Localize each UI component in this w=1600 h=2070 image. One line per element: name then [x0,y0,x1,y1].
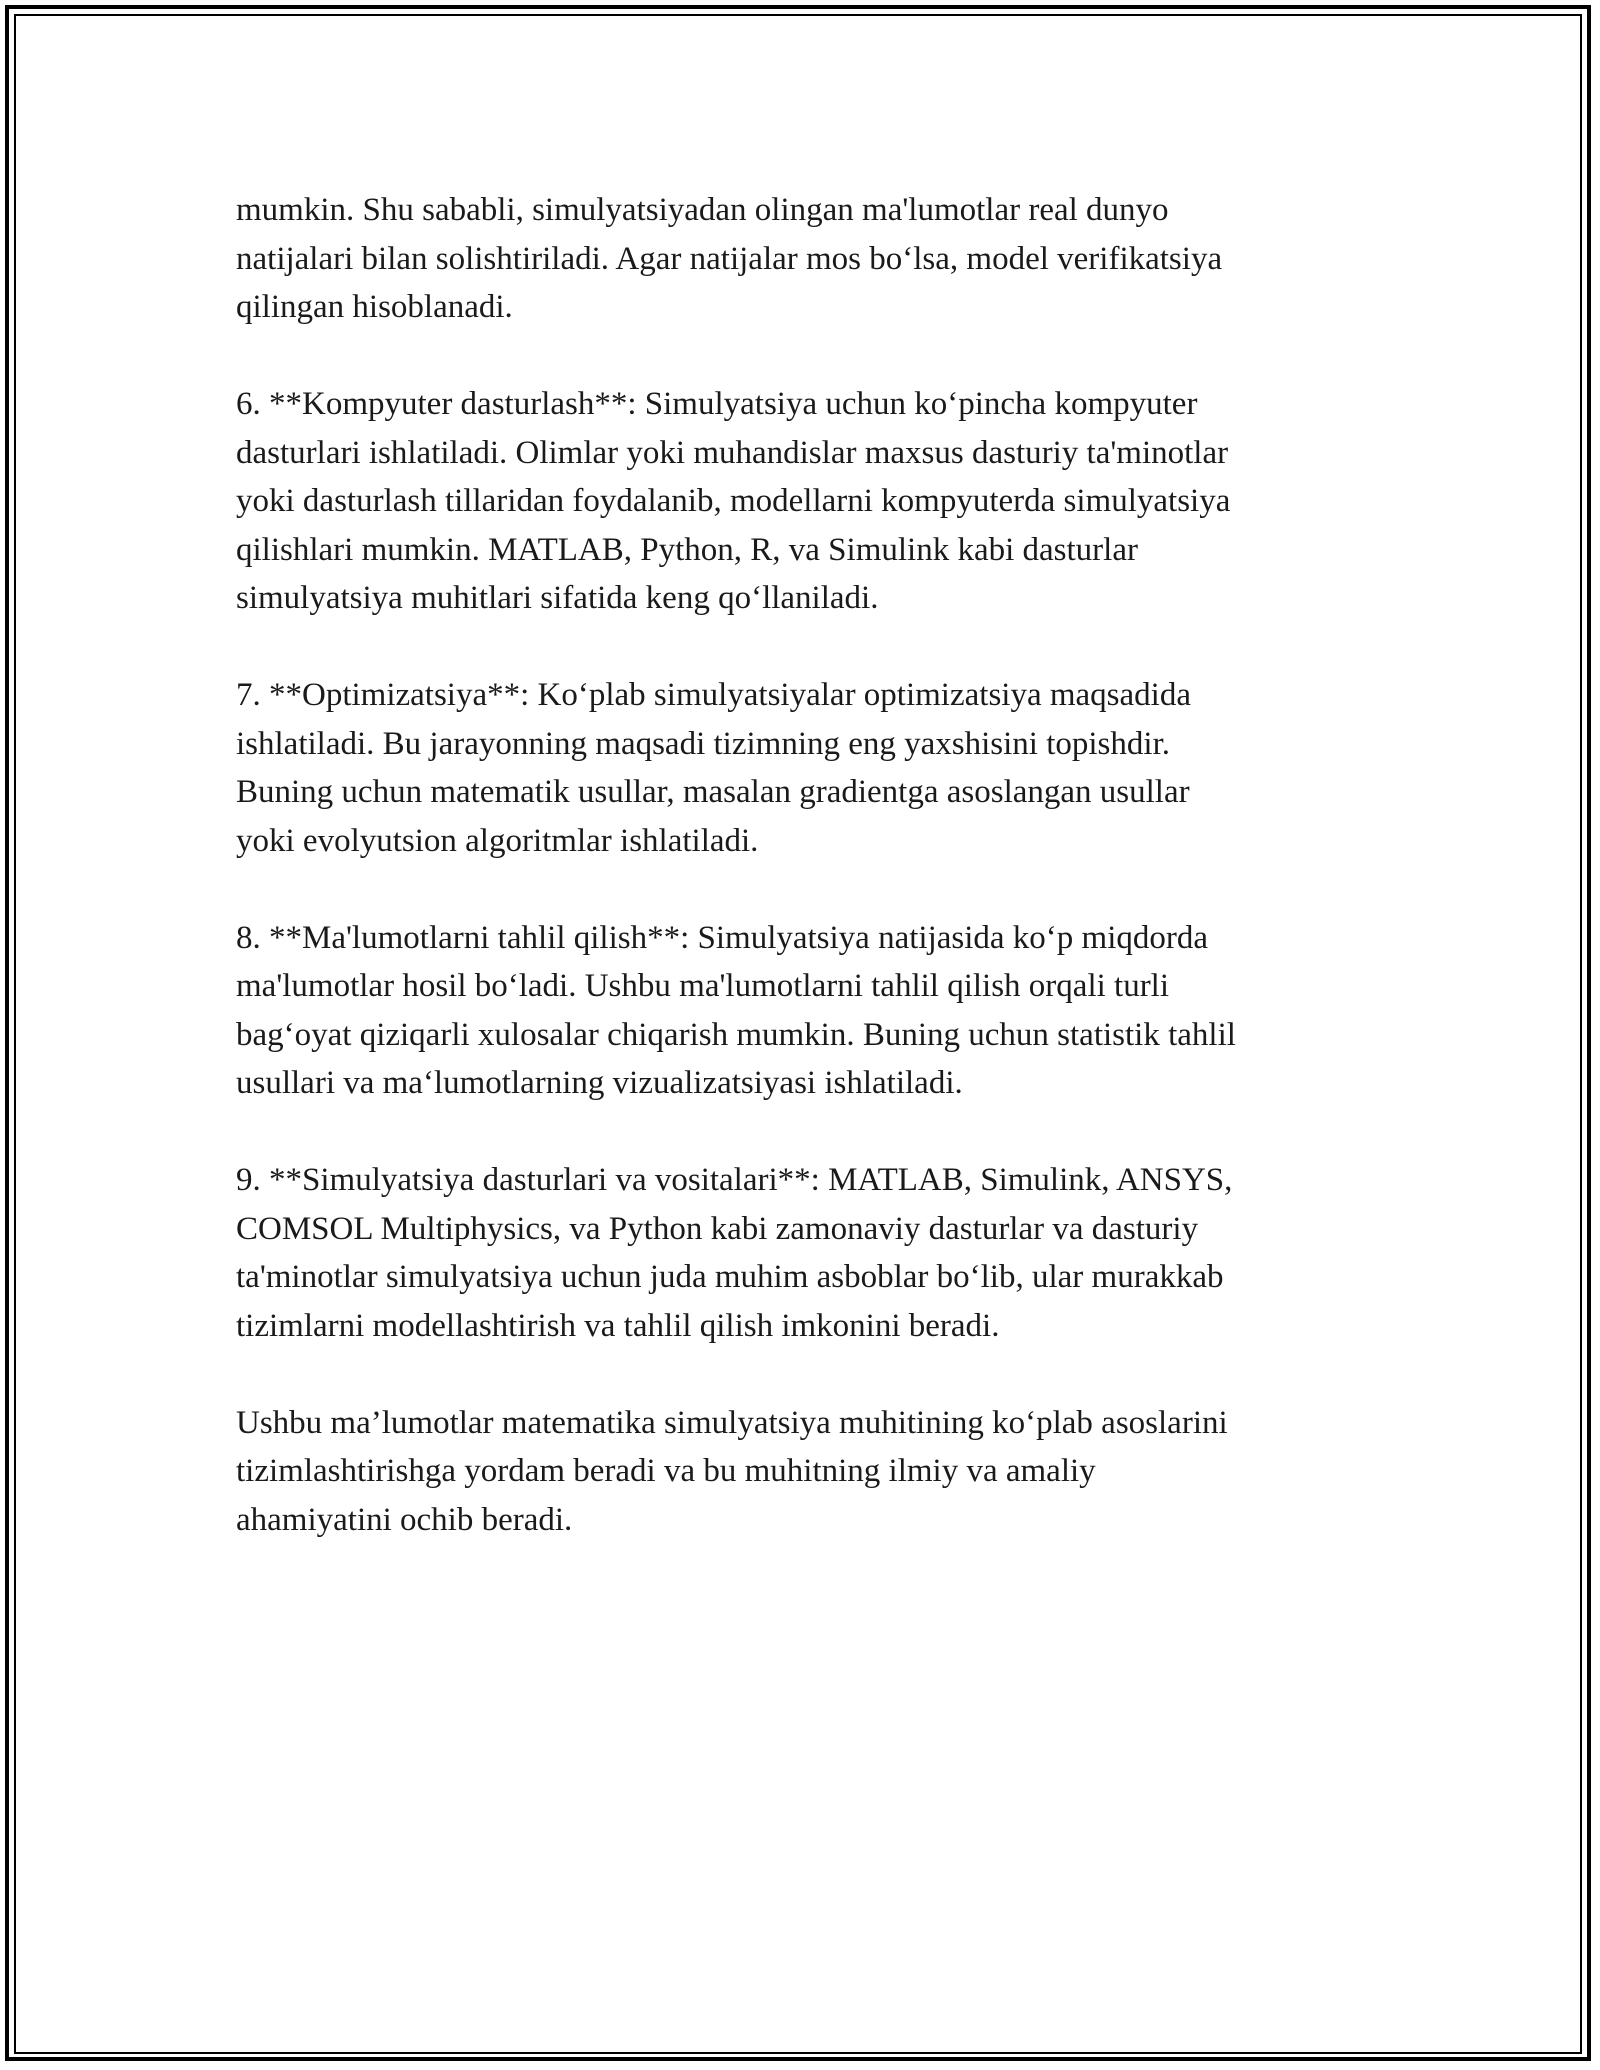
text-line: tizimlashtirishga yordam beradi va bu muhitning ilmiy va amaliy [236,1453,1096,1489]
text-line: natijalari bilan solishtiriladi. Agar natijalar mos bo‘lsa, model verifikatsiya [236,240,1223,277]
text-line: dasturlari ishlatiladi. Olimlar yoki muhandislar maxsus dasturiy ta'minotlar [236,434,1229,471]
text-line: ahamiyatini ochib beradi. [236,1501,573,1538]
text-line: qilishlari mumkin. MATLAB, Python, R, va Simulink kabi dasturlar [236,531,1138,568]
paragraph-item-7 [236,671,1366,865]
text-line: tizimlarni modellashtirish va tahlil qilish imkonini beradi. [236,1307,1000,1344]
text-line: 7. **Optimizatsiya**: Ko‘plab simulyatsiyalar optimizatsiya maqsadida [236,677,1191,713]
text-line: ta'minotlar simulyatsiya uchun juda muhim asboblar bo‘lib, ular murakkab [236,1259,1224,1295]
text-line: yoki dasturlash tillaridan foydalanib, modellarni kompyuterda simulyatsiya [236,483,1231,519]
text-line: 9. **Simulyatsiya dasturlari va vositalari**: MATLAB, Simulink, ANSYS, [236,1162,1233,1198]
text-line: Buning uchun matematik usullar, masalan gradientga asoslangan usullar [236,774,1190,810]
text-line: 8. **Ma'lumotlarni tahlil qilish**: Simulyatsiya natijasida ko‘p miqdorda [236,919,1209,956]
text-line: mumkin. Shu sababli, simulyatsiyadan olingan ma'lumotlar real dunyo [236,192,1169,228]
document-body [236,186,1366,1593]
paragraph-continuation [236,186,1366,332]
text-line: ma'lumotlar hosil bo‘ladi. Ushbu ma'lumotlarni tahlil qilish orqali turli [236,968,1170,1004]
text-line: qilingan hisoblanadi. [236,289,513,325]
text-line: bag‘oyat qiziqarli xulosalar chiqarish mumkin. Buning uchun statistik tahlil [236,1016,1236,1053]
text-line: 6. **Kompyuter dasturlash**: Simulyatsiya uchun ko‘pincha kompyuter [236,386,1198,422]
text-line: usullari va ma‘lumotlarning vizualizatsiyasi ishlatiladi. [236,1065,963,1101]
paragraph-item-8 [236,914,1366,1108]
text-line: Ushbu ma’lumotlar matematika simulyatsiya muhitining ko‘plab asoslarini [236,1404,1228,1441]
text-line: yoki evolyutsion algoritmlar ishlatiladi. [236,822,759,859]
paragraph-conclusion [236,1399,1366,1545]
text-line: simulyatsiya muhitlari sifatida keng qo‘llaniladi. [236,580,879,616]
paragraph-item-9 [236,1156,1366,1350]
text-line: COMSOL Multiphysics, va Python kabi zamonaviy dasturlar va dasturiy [236,1210,1199,1247]
text-line: ishlatiladi. Bu jarayonning maqsadi tizimning eng yaxshisini topishdir. [236,725,1170,762]
paragraph-item-6 [236,380,1366,623]
